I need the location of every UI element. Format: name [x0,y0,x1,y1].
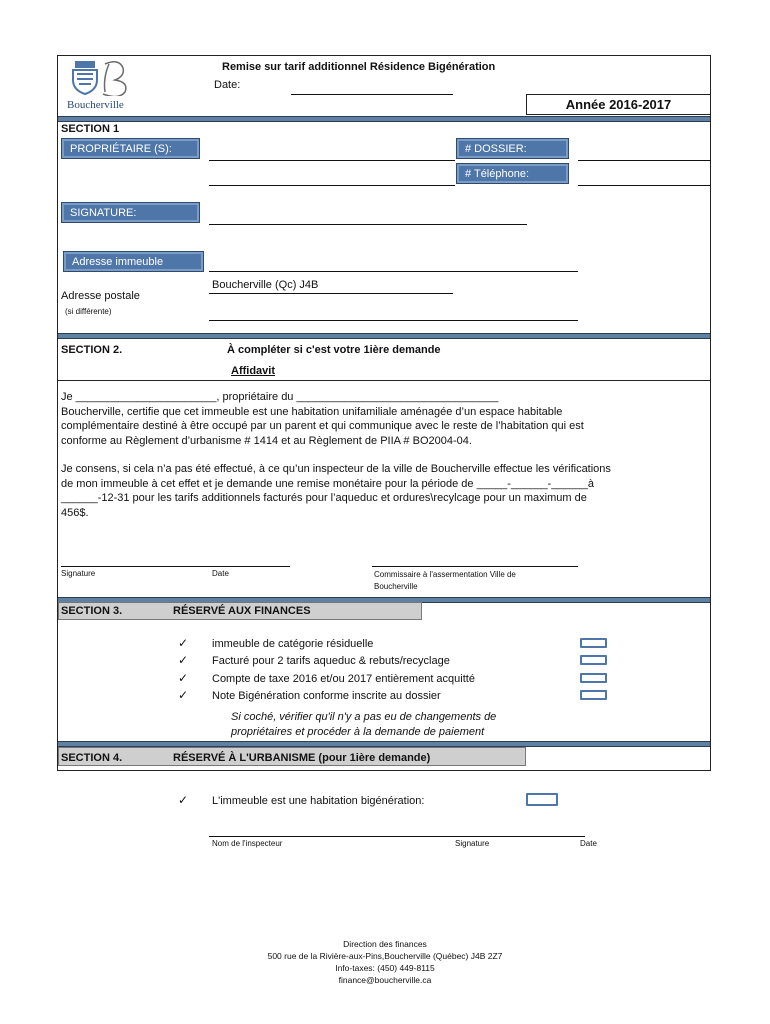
section-divider [58,333,710,339]
year-box [526,94,711,115]
postal-field[interactable] [209,320,578,321]
signature-button-label: SIGNATURE: [70,206,137,219]
address-button[interactable] [63,251,204,272]
section4-subheading: RÉSERVÉ À L'URBANISME (pour 1ière demande) [173,752,431,764]
footer-line: 500 rue de la Rivière-aux-Pins,Boucherville (Québec) J4B 2Z7 [267,951,503,961]
owner-field-2[interactable] [209,185,455,186]
finance-note-line: Si coché, vérifier qu'il n'y a pas eu de changements de [231,711,497,723]
affidavit-signature-field[interactable] [61,566,290,567]
date-field[interactable] [291,94,453,95]
affidavit-line: Je consens, si cela n’a pas été effectué, à ce qu’un inspecteur de la ville de Boucherville effectue les vérifications [61,463,611,475]
address-field[interactable] [209,271,578,272]
affidavit-line: de mon immeuble à cet effet et je demande une remise monétaire pour la période de _____-______-______à [61,477,595,490]
inspector-field[interactable] [209,836,585,837]
affidavit-date-label: Date [212,569,229,578]
affidavit-line: complémentaire destiné à être occupé par un parent et qui communique avec le reste de l’habitation qui est [61,420,584,433]
footer-line: Info-taxes: (450) 449-8115 [335,963,435,973]
check-icon: ✓ [178,636,189,650]
inspector-date-label: Date [580,839,597,848]
inspector-signature-label: Signature [455,839,490,848]
finance-item: Compte de taxe 2016 et/ou 2017 entièrement acquitté [212,673,475,685]
finance-note [231,710,496,739]
city-value: Boucherville (Qc) J4B [212,279,319,291]
section3-heading: SECTION 3. [61,605,123,617]
check-icon: ✓ [178,793,189,807]
owner-button-label: PROPRIÉTAIRE (S): [70,142,172,155]
section4-heading: SECTION 4. [61,752,123,764]
finance-checkbox[interactable] [580,690,607,700]
footer-email-link[interactable]: finance@boucherville.ca [338,975,432,985]
section2-heading: SECTION 2. [61,344,123,356]
address-button-label: Adresse immeuble [72,255,164,268]
phone-field[interactable] [578,185,711,186]
affidavit-line: conforme au Règlement d’urbanisme # 1414 et au Règlement de PIIA # BO2004-04. [61,434,472,447]
finance-item: immeuble de catégorie résiduelle [212,638,374,650]
affidavit-sig-label: Signature [61,569,96,578]
commissioner-line: Boucherville [374,582,418,591]
section2-rule [58,380,710,381]
phone-button-label: # Téléphone: [465,167,530,180]
section-divider [58,116,710,122]
affidavit-line: Boucherville, certifie que cet immeuble est une habitation unifamiliale aménagée d’un espace habitable [61,405,563,418]
section3-subheading: RÉSERVÉ AUX FINANCES [173,605,311,617]
owner-button[interactable] [61,138,200,159]
signature-field[interactable] [209,224,527,225]
affidavit-line: Je _______________________, propriétaire du _________________________________ [61,391,499,403]
date-label: Date: [214,79,241,91]
urbanism-item: L'immeuble est une habitation bigénération: [212,795,425,807]
affidavit-paragraph-1 [61,390,701,448]
check-icon: ✓ [178,688,189,702]
section2-subheading: À compléter si c'est votre 1ière demande [227,344,441,356]
check-icon: ✓ [178,653,189,667]
affidavit-paragraph-2 [61,462,701,520]
signature-button[interactable] [61,202,200,223]
finance-checkbox[interactable] [580,673,607,683]
urbanism-checkbox[interactable] [526,793,558,806]
finance-checkbox[interactable] [580,655,607,665]
finance-item: Note Bigénération conforme inscrite au dossier [212,690,441,702]
finance-item: Facturé pour 2 tarifs aqueduc & rebuts/recyclage [212,655,450,667]
affidavit-title: Affidavit [231,365,275,377]
footer [0,938,770,986]
footer-line: Direction des finances [343,939,427,949]
affidavit-line: 456$. [61,506,89,519]
owner-field-1[interactable] [209,160,455,161]
check-icon: ✓ [178,671,189,685]
dossier-button[interactable] [456,138,569,159]
phone-button[interactable] [456,163,569,184]
postal-label: Adresse postale [61,290,140,302]
inspector-label: Nom de l'inspecteur [212,839,283,848]
commissioner-field[interactable] [372,566,578,567]
logo-text: Boucherville [67,99,124,111]
form-title: Remise sur tarif additionnel Résidence Bigénération [222,61,496,73]
affidavit-line: ______-12-31 pour les tarifs additionnels facturés pour l’aqueduc et ordures\recylcage pour un maximum de [61,492,587,505]
dossier-field[interactable] [578,160,711,161]
finance-checkbox[interactable] [580,638,607,648]
city-field[interactable] [209,293,453,294]
dossier-button-label: # DOSSIER: [465,142,527,155]
year-label: Année 2016-2017 [565,97,672,112]
section1-heading: SECTION 1 [61,123,120,135]
finance-note-line: propriétaires et procéder à la demande de paiement [231,725,485,738]
commissioner-line: Commissaire à l'assermentation Ville de [374,570,516,579]
postal-note: (si différente) [65,307,112,316]
commissioner-label [374,569,516,593]
boucherville-logo-icon [67,58,139,111]
